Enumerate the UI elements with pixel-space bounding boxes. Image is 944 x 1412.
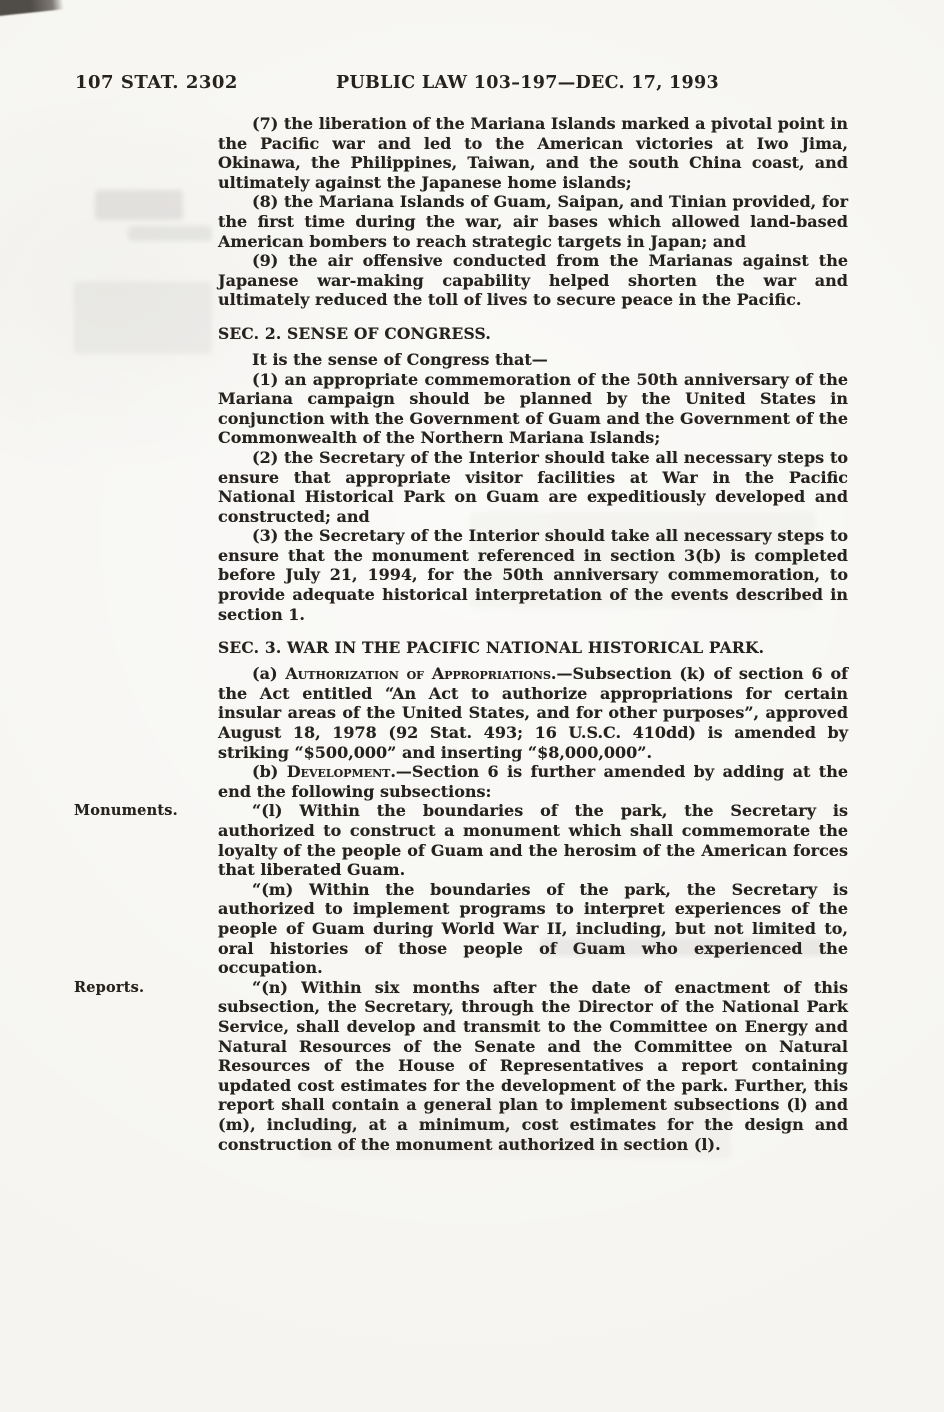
quoted-subsection-l (74, 801, 848, 880)
margin-note-monuments: Monuments. (74, 802, 178, 820)
subsection-l-text: “(l) Within the boundaries of the park, the Secretary is authorized to construct a monument which shall commemorate the loyalty of the people of Guam and the herosim of the American forces that liberated Guam. (218, 801, 848, 880)
bleed-through-artifact (74, 282, 212, 354)
law-title-header: PUBLIC LAW 103–197—DEC. 17, 1993 (336, 73, 719, 93)
section-2-clause-1: (1) an appropriate commemoration of the 50th anniversary of the Mariana campaign should be planned by the United States in conjunction with the Government of Guam and the Government of the Commonwealth of the Northern Mariana Islands; (218, 369, 848, 448)
subsection-b-text: Section 6 is further amended by adding at the end the following subsections: (218, 762, 848, 801)
statute-text-column (74, 114, 848, 1154)
section-2-clause-2: (2) the Secretary of the Interior should take all necessary steps to ensure that appropriate visitor facilities at War in the Pacific National Historical Park on Guam are expeditiously developed and constructed; and (218, 447, 848, 526)
subsection-a-catchline: Authorization of Appropriations.— (285, 664, 573, 684)
section-2-intro: It is the sense of Congress that— (252, 349, 548, 369)
subsection-a-text: Subsection (k) of section 6 of the Act entitled “An Act to authorize appropriations for certain insular areas of the United States, and for other purposes”, approved August 18, 1978 (92 Stat. 493; 16 U.S.C. 410dd) is amended by striking “$500,000” and inserting “$8,000,000”. (218, 664, 848, 762)
quoted-subsection-n (74, 977, 848, 1154)
finding-clause-8: (8) the Mariana Islands of Guam, Saipan, and Tinian provided, for the first time during the war, air bases which allowed land-based American bombers to reach strategic targets in Japan; and (218, 192, 848, 251)
section-2-clause-3: (3) the Secretary of the Interior should take all necessary steps to ensure that the monument referenced in section 3(b) is completed before July 21, 1994, for the 50th anniversary commemoration, to provide adequate historical interpretation of the events described in section 1. (218, 526, 848, 624)
section-3-subsection-a (218, 664, 848, 762)
margin-note-reports: Reports. (74, 978, 145, 996)
bleed-through-artifact (128, 226, 212, 241)
quoted-subsection-m: “(m) Within the boundaries of the park, the Secretary is authorized to implement programs to interpret experiences of the people of Guam during World War II, including, but not limited to, oral histories of those people of Guam who experienced the occupation. (218, 879, 848, 978)
subsection-n-text: “(n) Within six months after the date of enactment of this subsection, the Secretary, through the Director of the National Park Service, shall develop and transmit to the Committee on Energy and Natural Resources of the Senate and the Committee on Natural Resources of the House of Representatives a report containing updated cost estimates for the development of the park. Further, this report shall contain a general plan to implement subsections (l) and (m), including, at a minimum, cost estimates for the design and construction of the monument authorized in section (l). (218, 977, 848, 1154)
section-3-heading: SEC. 3. WAR IN THE PACIFIC NATIONAL HISTORICAL PARK. (218, 638, 765, 658)
section-2-heading: SEC. 2. SENSE OF CONGRESS. (218, 323, 491, 343)
scan-artifact-corner-mark (0, 0, 64, 17)
finding-clause-7: (7) the liberation of the Mariana Islands marked a pivotal point in the Pacific war and led to the American victories at Iwo Jima, Okinawa, the Philippines, Taiwan, and the south China coast, and ultimately against the Japanese home islands; (218, 114, 848, 192)
bleed-through-artifact (95, 190, 183, 220)
subsection-b-catchline: Development.— (286, 762, 412, 782)
subsection-a-number: (a) (252, 664, 286, 684)
subsection-b-number: (b) (252, 762, 287, 782)
section-3-subsection-b (218, 762, 848, 801)
stat-page-number: 107 STAT. 2302 (75, 72, 238, 93)
finding-clause-9: (9) the air offensive conducted from the Marianas against the Japanese war-making capability helped shorten the war and ultimately reduced the toll of lives to secure peace in the Pacific. (218, 251, 848, 310)
